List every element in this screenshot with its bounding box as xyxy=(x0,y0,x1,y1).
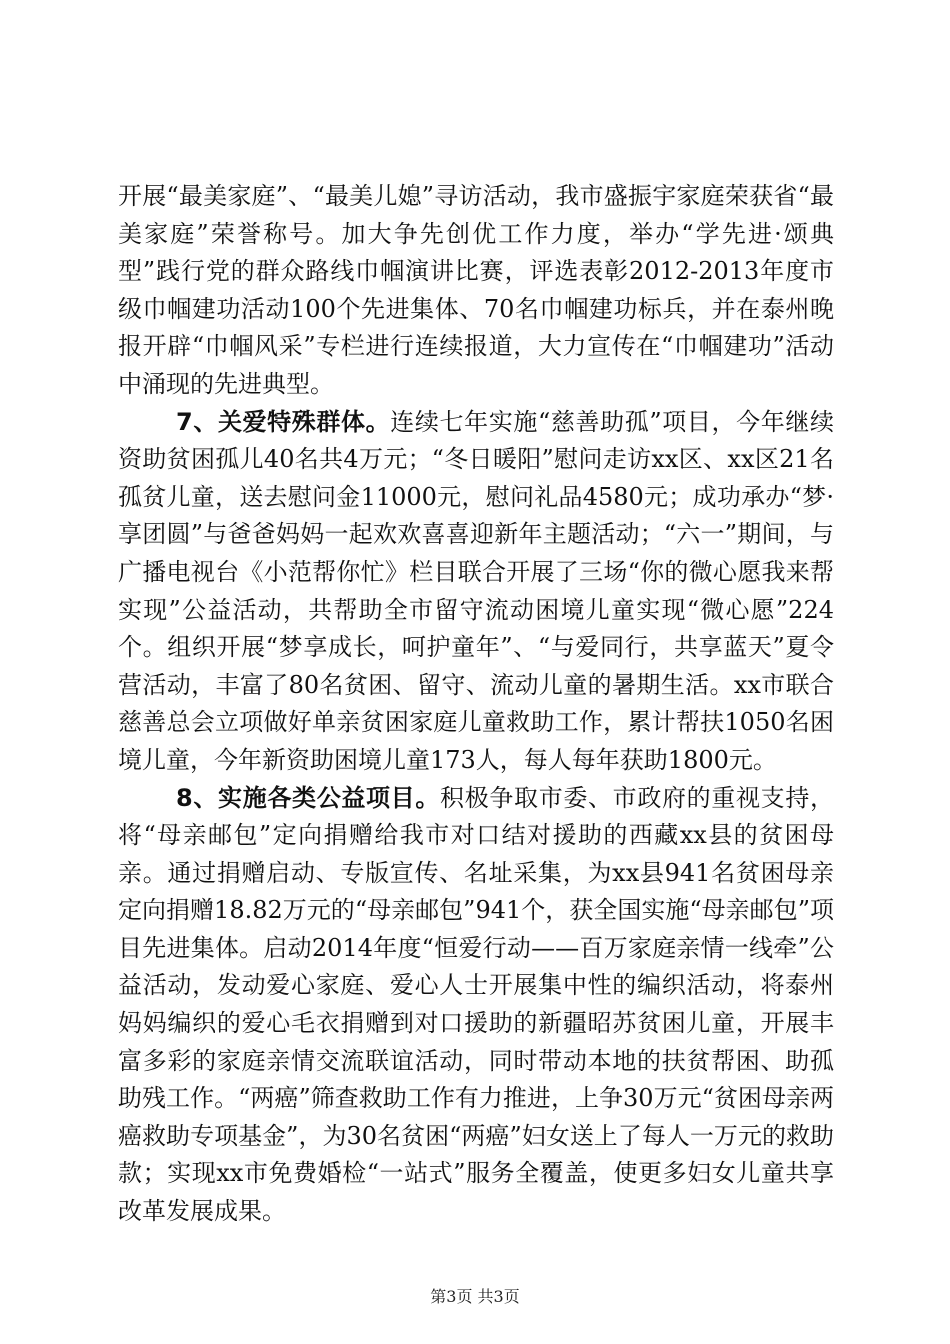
paragraph-text: 积极争取市委、市政府的重视支持，将“母亲邮包”定向捐赠给我市对口结对援助的西藏xx县的贫困母亲。通过捐赠启动、专版宣传、名址采集，为xx县941名贫困母亲定向捐赠18.82万元的“母亲邮包”941个，获全国实施“母亲邮包”项目先进集体。启动2014年度“恒爱行动——百万家庭亲情一线牵”公益活动，发动爱心家庭、爱心人士开展集中性的编织活动，将泰州妈妈编织的爱心毛衣捐赠到对口援助的新疆昭苏贫困儿童，开展丰富多彩的家庭亲情交流联谊活动，同时带动本地的扶贫帮困、助孤助残工作。“两癌”筛查救助工作有力推进，上争30万元“贫困母亲两癌救助专项基金”，为30名贫困“两癌”妇女送上了每人一万元的救助款；实现xx市免费婚检“一站式”服务全覆盖，使更多妇女儿童共享改革发展成果。 xyxy=(118,783,835,1226)
paragraph-care-special-groups xyxy=(118,404,834,780)
paragraph-continuation xyxy=(118,178,834,404)
paragraph-text: 连续七年实施“慈善助孤”项目，今年继续资助贫困孤儿40名共4万元；“冬日暖阳”慰问走访xx区、xx区21名孤贫儿童，送去慰问金11000元，慰问礼品4580元；成功承办“梦·享团圆”与爸爸妈妈一起欢欢喜喜迎新年主题活动；“六一”期间，与广播电视台《小范帮你忙》栏目联合开展了三场“你的微心愿我来帮实现”公益活动，共帮助全市留守流动困境儿童实现“微心愿”224个。组织开展“梦享成长，呵护童年”、“与爱同行，共享蓝天”夏令营活动，丰富了80名贫困、留守、流动儿童的暑期生活。xx市联合慈善总会立项做好单亲贫困家庭儿童救助工作，累计帮扶1050名困境儿童，今年新资助困境儿童173人，每人每年获助1800元。 xyxy=(118,407,835,774)
paragraph-public-welfare-projects xyxy=(118,780,834,1231)
paragraph-heading: 8、实施各类公益项目。 xyxy=(176,783,441,812)
page-footer xyxy=(0,1287,950,1307)
document-body xyxy=(118,178,834,1231)
paragraph-text: 开展“最美家庭”、“最美儿媳”寻访活动，我市盛振宇家庭荣获省“最美家庭”荣誉称号。加大争先创优工作力度，举办“学先进·颂典型”践行党的群众路线巾帼演讲比赛，评选表彰2012-2013年度市级巾帼建功活动100个先进集体、70名巾帼建功标兵，并在泰州晚报开辟“巾帼风采”专栏进行连续报道，大力宣传在“巾帼建功”活动中涌现的先进典型。 xyxy=(118,182,834,398)
paragraph-heading: 7、关爱特殊群体。 xyxy=(176,407,391,436)
page-number: 第3页 共3页 xyxy=(430,1287,520,1306)
